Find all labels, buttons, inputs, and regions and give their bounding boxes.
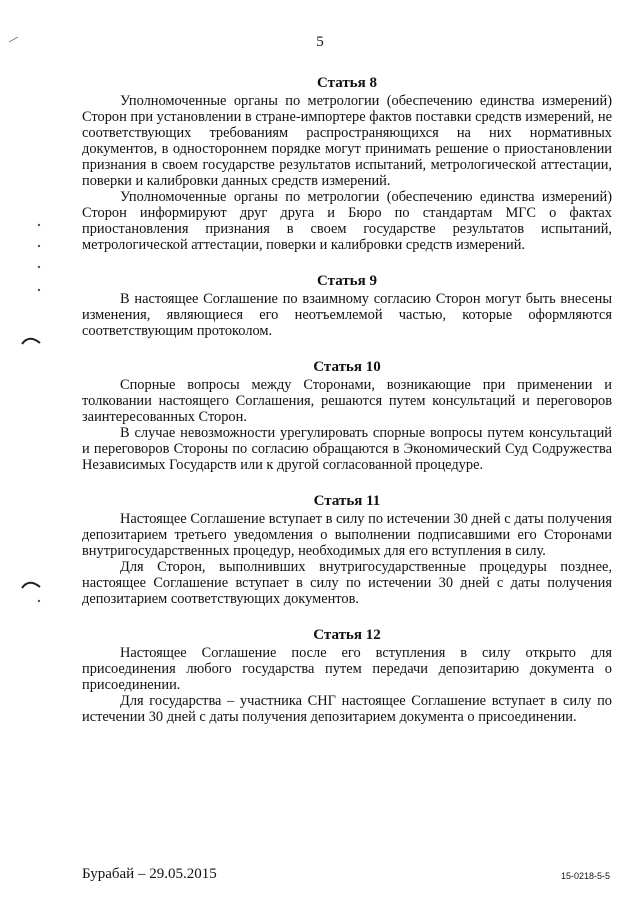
article-9 (82, 272, 612, 339)
punch-hole-mark (20, 333, 42, 347)
article-10 (82, 358, 612, 473)
paragraph: Для государства – участника СНГ настоящее Соглашение вступает в силу по истечении 30 дней с даты получения депозитарием документа о присоединении. (82, 693, 612, 725)
document-body (82, 74, 612, 744)
scan-dot (36, 598, 42, 604)
article-11 (82, 492, 612, 607)
article-title: Статья 12 (313, 627, 381, 643)
article-12 (82, 626, 612, 725)
paragraph: Настоящее Соглашение вступает в силу по истечении 30 дней с даты получения депозитарием третьего уведомления о выполнении подписавшими его Сторонами внутригосударственных процедур, необходимых для его вступления в силу. (82, 511, 612, 559)
paragraph: Уполномоченные органы по метрологии (обеспечению единства измерений) Сторон при установлении в стране-импортере фактов поставки средств измерений, не соответствующих требованиям распространяющихся на них нормативных документов, в одностороннем порядке могут принимать решение о приостановлении признания в своем государстве результатов испытаний, метрологической аттестации, поверки и калибровки данных средств измерений. (82, 93, 612, 189)
footer-place-date: Бурабай – 29.05.2015 (82, 866, 217, 882)
paragraph: Для Сторон, выполнивших внутригосударственные процедуры позднее, настоящее Соглашение вступает в силу по истечении 30 дней с даты получения депозитарием соответствующих документов. (82, 559, 612, 607)
page-number: 5 (316, 34, 324, 50)
punch-hole-mark (20, 577, 42, 591)
paragraph: Уполномоченные органы по метрологии (обеспечению единства измерений) Сторон информируют друг друга и Бюро по стандартам МГС о фактах приостановления признания в своем государстве результатов испытаний, метрологической аттестации, поверки и калибровки средств измерений. (82, 189, 612, 253)
paragraph: В настоящее Соглашение по взаимному согласию Сторон могут быть внесены изменения, являющиеся его неотъемлемой частью, которые оформляются соответствующим протоколом. (82, 291, 612, 339)
article-title: Статья 11 (313, 493, 381, 509)
scan-dot (36, 264, 42, 270)
paragraph: В случае невозможности урегулировать спорные вопросы путем консультаций и переговоров Стороны по согласию обращаются в Экономический Суд Содружества Независимых Государств или к другой согласованной процедуре. (82, 425, 612, 473)
scan-dot (36, 222, 42, 228)
paragraph: Настоящее Соглашение после его вступления в силу открыто для присоединения любого государства путем передачи депозитарию документа о присоединении. (82, 645, 612, 693)
scan-dot (36, 243, 42, 249)
article-title: Статья 10 (313, 359, 381, 375)
footer-doc-code: 15-0218-5-5 (560, 871, 610, 881)
article-title: Статья 9 (317, 273, 377, 289)
scan-dot (36, 287, 42, 293)
paragraph: Спорные вопросы между Сторонами, возникающие при применении и толковании настоящего Соглашения, решаются путем консультаций и переговоров заинтересованных Сторон. (82, 377, 612, 425)
article-8 (82, 74, 612, 253)
article-title: Статья 8 (317, 75, 377, 91)
